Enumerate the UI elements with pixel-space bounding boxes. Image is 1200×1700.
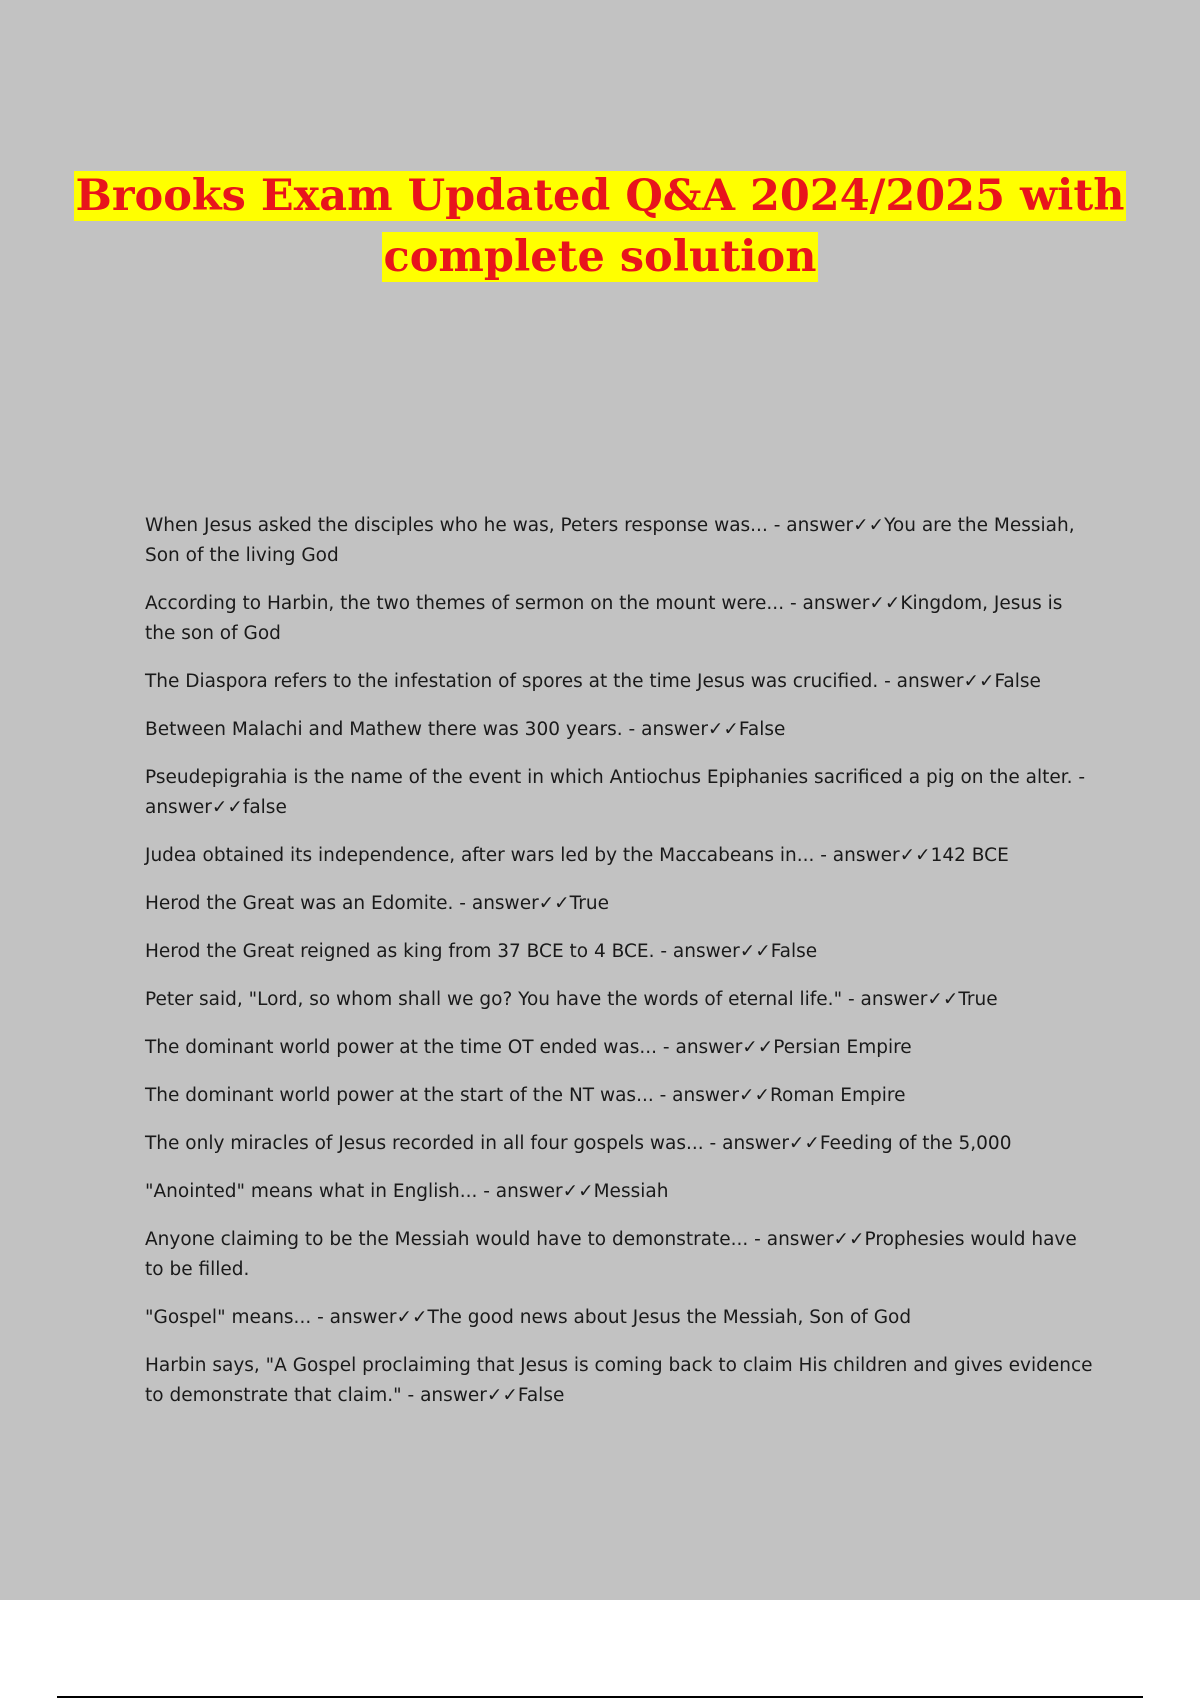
qa-item: "Anointed" means what in English... - answer✓✓Messiah <box>145 1181 669 1202</box>
document-title <box>60 166 1140 288</box>
qa-item: The Diaspora refers to the infestation of spores at the time Jesus was crucified. - answer✓✓False <box>145 671 1041 692</box>
footer-divider <box>57 1696 1143 1698</box>
title-line-1: Brooks Exam Updated Q&A 2024/2025 with <box>75 171 1125 221</box>
qa-list <box>145 511 1095 1429</box>
title-line-2: complete solution <box>383 232 817 282</box>
qa-item: Herod the Great reigned as king from 37 BCE to 4 BCE. - answer✓✓False <box>145 941 818 962</box>
qa-item: "Gospel" means... - answer✓✓The good news about Jesus the Messiah, Son of God <box>145 1307 912 1328</box>
qa-item: Pseudepigrahia is the name of the event in which Antiochus Epiphanies sacrificed a pig on the alter. - answer✓✓false <box>145 767 1086 818</box>
qa-item: Judea obtained its independence, after wars led by the Maccabeans in... - answer✓✓142 BCE <box>145 845 1009 866</box>
qa-item: The dominant world power at the time OT ended was... - answer✓✓Persian Empire <box>145 1037 912 1058</box>
qa-item: Harbin says, "A Gospel proclaiming that Jesus is coming back to claim His children and gives evidence to demonstrate that claim." - answer✓✓False <box>145 1355 1093 1406</box>
qa-item: Between Malachi and Mathew there was 300 years. - answer✓✓False <box>145 719 786 740</box>
qa-item: Herod the Great was an Edomite. - answer✓✓True <box>145 893 609 914</box>
qa-item: When Jesus asked the disciples who he was, Peters response was... - answer✓✓You are the Messiah, Son of the living God <box>145 515 1075 566</box>
qa-item: The dominant world power at the start of the NT was... - answer✓✓Roman Empire <box>145 1085 906 1106</box>
qa-item: According to Harbin, the two themes of sermon on the mount were... - answer✓✓Kingdom, Jesus is the son of God <box>145 593 1063 644</box>
qa-item: Anyone claiming to be the Messiah would have to demonstrate... - answer✓✓Prophesies would have to be filled. <box>145 1229 1077 1280</box>
qa-item: Peter said, "Lord, so whom shall we go? You have the words of eternal life." - answer✓✓True <box>145 989 998 1010</box>
qa-item: The only miracles of Jesus recorded in all four gospels was... - answer✓✓Feeding of the 5,000 <box>145 1133 1012 1154</box>
